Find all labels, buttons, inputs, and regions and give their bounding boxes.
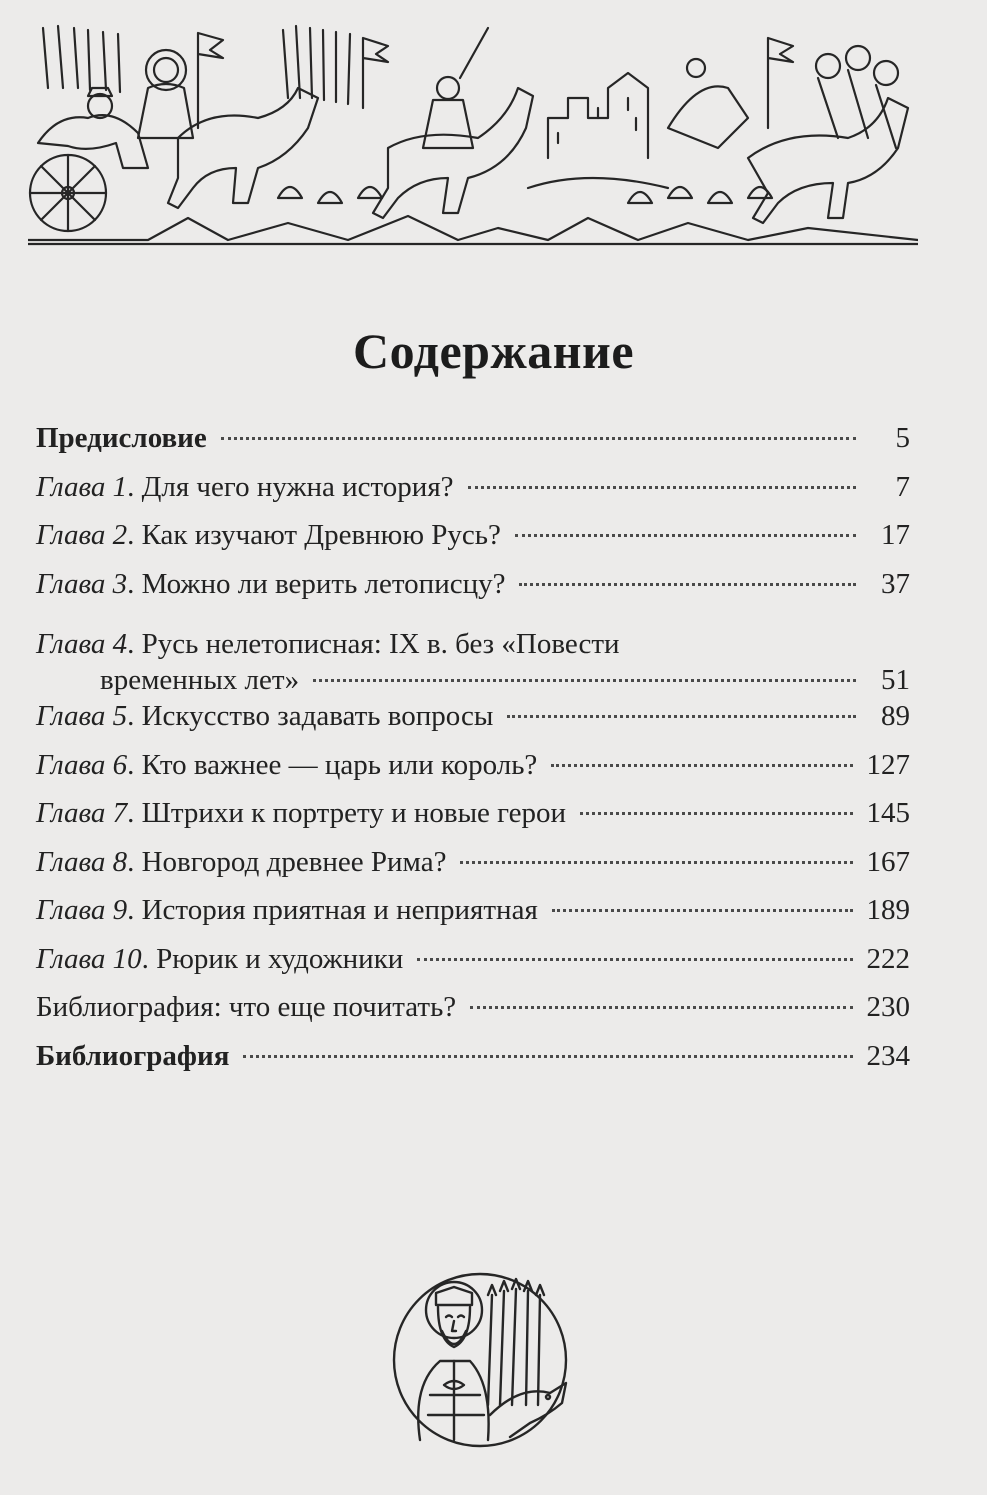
entry-title: . История приятная и неприятная <box>127 894 538 926</box>
entry-title: . Русь нелетописная: IX в. без «Повести <box>127 628 620 660</box>
page-number: 127 <box>866 748 910 781</box>
dot-leader <box>243 1055 852 1058</box>
page-number: 222 <box>866 942 910 975</box>
chapter-label: Глава 7 <box>36 797 128 829</box>
toc-entry-chapter-5[interactable] <box>36 698 910 747</box>
toc-entry-chapter-10[interactable] <box>36 941 910 990</box>
entry-title: . Для чего нужна история? <box>127 470 454 503</box>
dot-leader <box>580 812 852 815</box>
page-number: 230 <box>866 991 910 1023</box>
entry-title: . Штрихи к портрету и новые герои <box>127 797 567 829</box>
toc-entry-chapter-1[interactable] <box>36 469 910 518</box>
entry-title: . Можно ли верить летописцу? <box>127 567 506 600</box>
dot-leader <box>417 958 852 961</box>
dot-leader <box>460 861 852 864</box>
toc-entry-further-reading[interactable] <box>36 989 910 1038</box>
dot-leader <box>313 679 856 682</box>
dot-leader <box>470 1006 852 1009</box>
chapter-label: Глава 2 <box>36 519 128 551</box>
page-number: 5 <box>895 422 910 454</box>
dot-leader <box>519 583 856 586</box>
chapter-label: Глава 8 <box>36 845 128 878</box>
page-number: 7 <box>895 470 910 503</box>
dot-leader <box>221 437 856 440</box>
page-number: 17 <box>881 519 910 551</box>
toc-entry-chapter-4[interactable] <box>36 614 910 698</box>
page-number: 51 <box>881 664 910 696</box>
chapter-label: Глава 5 <box>36 700 128 732</box>
chapter-label: Глава 3 <box>36 567 128 600</box>
toc-entry-preface[interactable] <box>36 420 910 469</box>
entry-title: . Как изучают Древнюю Русь? <box>127 519 501 551</box>
table-of-contents <box>36 420 910 1086</box>
chapter-label: Глава 9 <box>36 894 128 926</box>
chapter-label: Глава 1 <box>36 470 128 503</box>
dot-leader <box>552 909 853 912</box>
dot-leader <box>507 715 856 718</box>
toc-entry-chapter-7[interactable] <box>36 795 910 844</box>
page-number: 189 <box>866 894 910 926</box>
dot-leader <box>551 764 852 767</box>
toc-entry-chapter-2[interactable] <box>36 517 910 566</box>
toc-title: Содержание <box>352 323 635 379</box>
prince-medallion-illustration <box>380 1265 580 1455</box>
entry-title: . Рюрик и художники <box>141 942 404 975</box>
page-number: 167 <box>866 845 910 878</box>
toc-entry-chapter-9[interactable] <box>36 892 910 941</box>
page-number: 89 <box>881 700 910 732</box>
chapter-label: Глава 4 <box>36 628 128 660</box>
chapter-label: Глава 6 <box>36 748 128 781</box>
dot-leader <box>468 486 856 489</box>
toc-entry-bibliography[interactable] <box>36 1038 910 1087</box>
page-number: 37 <box>881 567 910 600</box>
entry-title: Предисловие <box>36 422 207 454</box>
entry-title: . Новгород древнее Рима? <box>127 845 447 878</box>
toc-entry-chapter-8[interactable] <box>36 844 910 893</box>
entry-title: . Искусство задавать вопросы <box>127 700 494 732</box>
entry-title-continued: временных лет» <box>100 664 300 696</box>
dot-leader <box>515 534 856 537</box>
page-number: 234 <box>866 1039 910 1072</box>
entry-title: . Кто важнее — царь или король? <box>127 748 538 781</box>
chapter-label: Глава 10 <box>36 942 142 975</box>
entry-title: Библиография: что еще почитать? <box>36 991 457 1023</box>
page-number: 145 <box>866 797 910 829</box>
battle-scene-illustration <box>28 18 918 248</box>
entry-title: Библиография <box>36 1039 230 1072</box>
toc-entry-chapter-6[interactable] <box>36 747 910 796</box>
toc-entry-chapter-3[interactable] <box>36 566 910 615</box>
